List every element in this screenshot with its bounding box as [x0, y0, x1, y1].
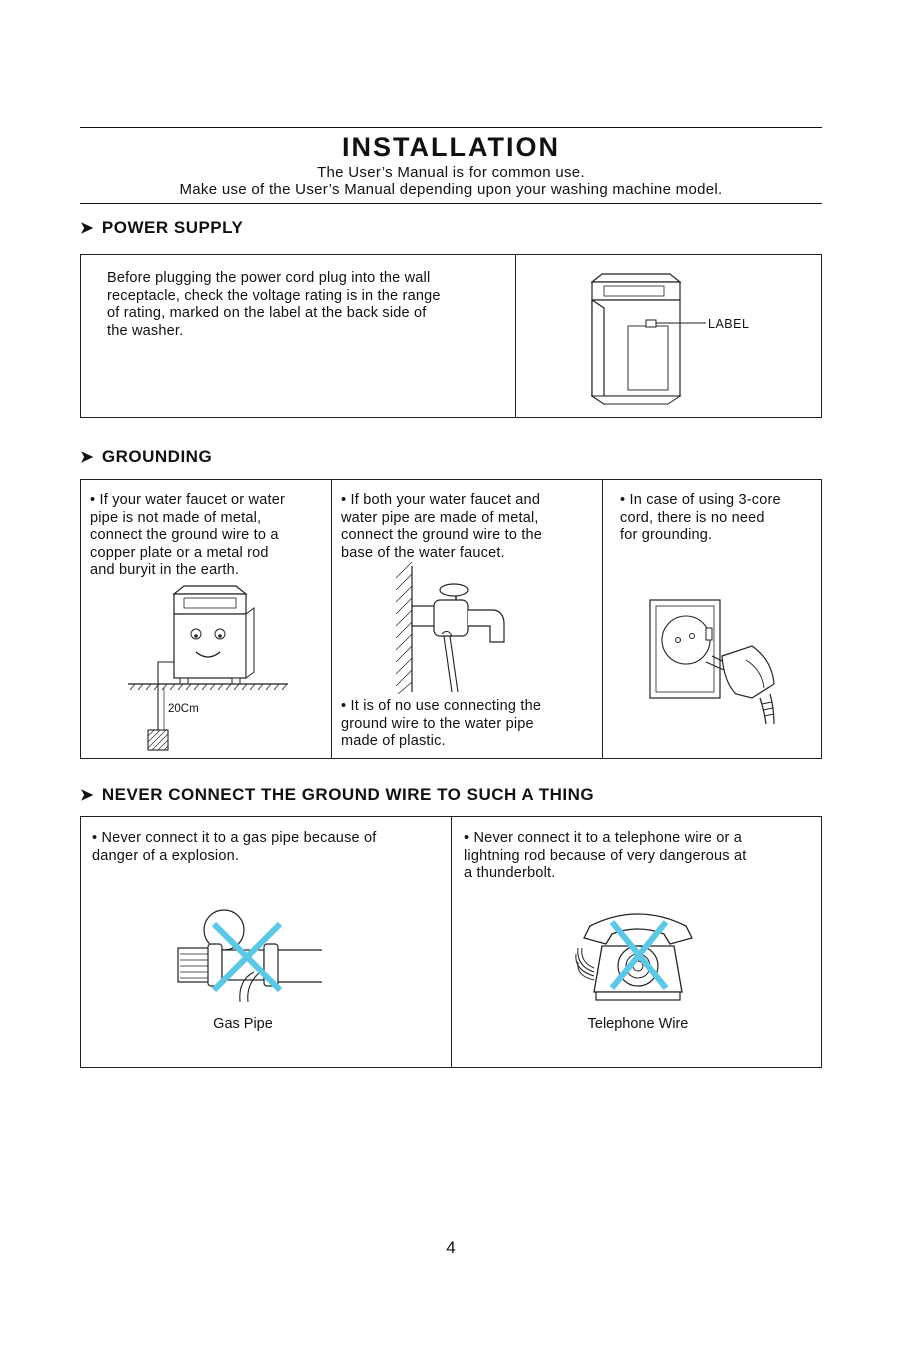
grounded-washer-illustration: [126, 584, 296, 754]
ground-depth-label: 20Cm: [168, 703, 199, 715]
header-bottom-rule: [80, 203, 822, 204]
never-connect-right-text: • Never connect it to a telephone wire or a lightning rod because of very dangerous at a thunderbolt.: [464, 830, 747, 881]
grounding-col1-text: • If your water faucet or water pipe is not made of metal, connect the ground wire to a copper plate or a metal rod and buryit in the earth.: [90, 492, 286, 578]
arrowhead-icon: ➤: [80, 220, 94, 237]
power-supply-divider: [515, 254, 516, 418]
grounding-heading-text: GROUNDING: [101, 447, 213, 466]
power-supply-heading-text: POWER SUPPLY: [101, 218, 244, 237]
washer-label-illustration: [588, 268, 788, 410]
telephone-illustration: [572, 908, 704, 1004]
never-connect-left-text: • Never connect it to a gas pipe because of danger of a explosion.: [92, 830, 377, 864]
socket-plug-illustration: [648, 598, 788, 732]
arrowhead-icon: ➤: [80, 787, 94, 804]
arrowhead-icon: ➤: [80, 449, 94, 466]
section-heading-never-connect: [80, 785, 594, 805]
grounding-col2-text-top: • If both your water faucet and water pipe are made of metal, connect the ground wire to the base of the water faucet.: [341, 492, 543, 561]
grounding-col2-text-bottom: • It is of no use connecting the ground wire to the water pipe made of plastic.: [341, 698, 542, 749]
grounding-divider-2: [602, 479, 603, 759]
page-number: 4: [446, 1238, 456, 1257]
section-heading-power-supply: [80, 218, 243, 238]
section-heading-grounding: [80, 447, 212, 467]
gas-pipe-caption: Gas Pipe: [213, 1016, 273, 1032]
gas-pipe-illustration: [178, 906, 324, 1002]
intro-line-2: Make use of the User’s Manual depending upon your washing machine model.: [179, 181, 723, 198]
label-callout: LABEL: [708, 317, 750, 331]
telephone-caption: Telephone Wire: [587, 1016, 689, 1032]
never-connect-divider: [451, 816, 452, 1068]
power-supply-text: Before plugging the power cord plug into the wall receptacle, check the voltage rating is in the range of rating, marked on the label at the back side of the washer.: [107, 270, 441, 339]
top-rule: [80, 127, 822, 128]
intro-line-1: The User’s Manual is for common use.: [317, 164, 585, 181]
grounding-divider-1: [331, 479, 332, 759]
page-title: INSTALLATION: [342, 132, 560, 162]
never-connect-heading-text: NEVER CONNECT THE GROUND WIRE TO SUCH A THING: [101, 785, 595, 804]
grounding-col3-text: • In case of using 3-core cord, there is no need for grounding.: [620, 492, 781, 543]
faucet-illustration: [394, 566, 514, 696]
